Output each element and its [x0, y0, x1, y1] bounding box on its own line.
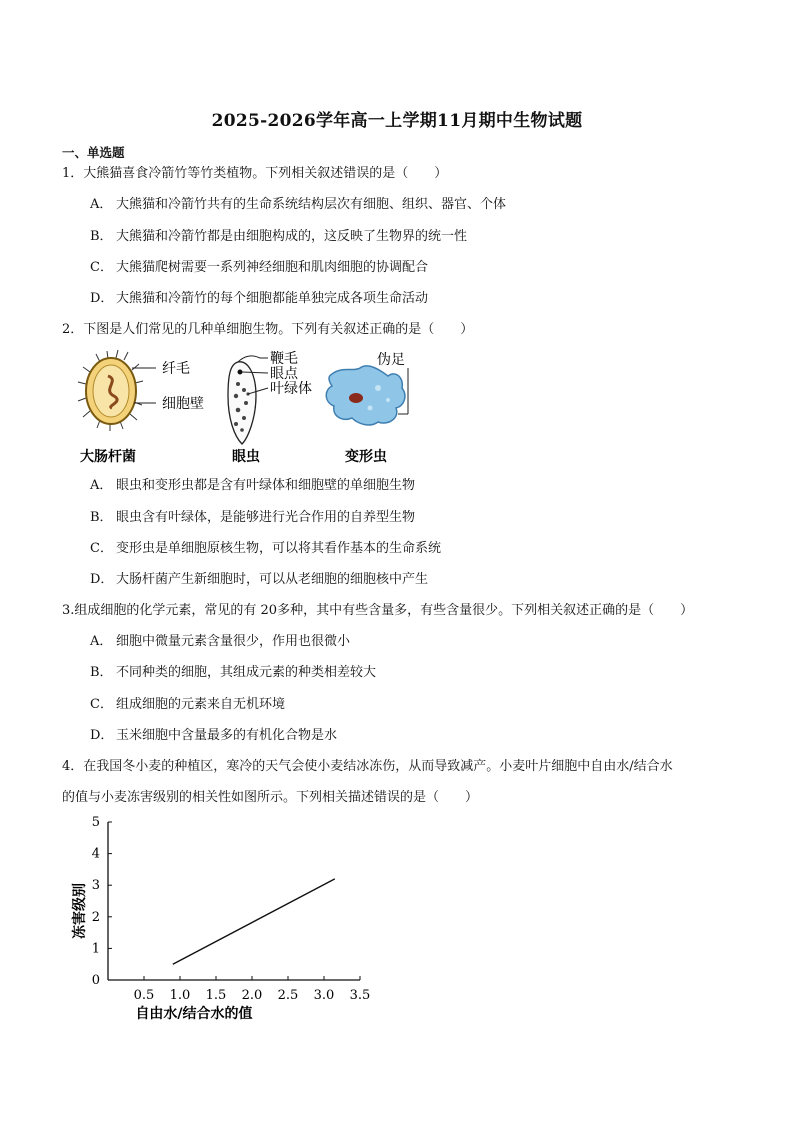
series-group	[173, 879, 335, 964]
question-1-option-a	[90, 196, 506, 214]
option-text: 大熊猫和冷箭竹共有的生命系统结构层次有细胞、组织、器官、个体	[116, 197, 507, 212]
question-2-option-c	[90, 540, 441, 558]
single-cell-organisms-figure	[70, 348, 430, 470]
question-2-stem	[62, 321, 473, 339]
y-ticks	[92, 815, 112, 988]
question-2-option-b	[90, 509, 415, 527]
euglena-illustration	[228, 356, 268, 444]
y-tick-label: 4	[91, 846, 100, 862]
question-number: 3.	[62, 603, 75, 618]
option-letter: B．	[90, 229, 113, 244]
question-text: 的值与小麦冻害级别的相关性如图所示。下列相关描述错误的是（ ）	[62, 790, 479, 805]
option-text: 组成细胞的元素来自无机环境	[116, 697, 286, 712]
ecoli-name: 大肠杆菌	[80, 449, 136, 465]
y-axis-label: 冻害级别	[72, 883, 88, 939]
page-title: 2025-2026学年高一上学期11月期中生物试题	[211, 111, 583, 131]
y-tick-label: 5	[91, 815, 100, 830]
question-3-option-b	[90, 664, 376, 682]
question-2-option-a	[90, 477, 415, 495]
euglena-chloroplast-label: 叶绿体	[270, 381, 312, 397]
option-text: 眼虫和变形虫都是含有叶绿体和细胞壁的单细胞生物	[116, 478, 416, 493]
y-tick-label: 3	[91, 878, 100, 894]
x-tick-label: 0.5	[133, 988, 155, 1003]
option-text: 大肠杆菌产生新细胞时，可以从老细胞的细胞核中产生	[116, 572, 429, 587]
option-letter: B．	[90, 510, 113, 525]
euglena-flagellum-label: 鞭毛	[270, 351, 298, 367]
section-heading: 一、单选题	[62, 145, 125, 160]
question-text: 在我国冬小麦的种植区，寒冷的天气会使小麦结冰冻伤，从而导致减产。小麦叶片细胞中自由水/结合水	[83, 759, 673, 774]
amoeba-pseudopod-label: 伪足	[377, 352, 405, 368]
question-4-stem-line-2	[62, 789, 478, 807]
option-letter: A．	[90, 634, 113, 649]
ecoli-illustration	[78, 350, 156, 431]
option-letter: C．	[90, 541, 113, 556]
option-letter: D．	[90, 572, 114, 587]
option-text: 变形虫是单细胞原核生物，可以将其看作基本的生命系统	[116, 541, 442, 556]
option-text: 细胞中微量元素含量很少，作用也很微小	[116, 634, 351, 649]
euglena-name: 眼虫	[232, 449, 260, 465]
ecoli-wall-label: 细胞壁	[162, 396, 204, 412]
question-1-option-c	[90, 259, 428, 277]
question-text: 大熊猫喜食冷箭竹等竹类植物。下列相关叙述错误的是（ ）	[83, 166, 448, 181]
y-tick-label: 1	[91, 941, 100, 957]
question-3-option-c	[90, 696, 285, 714]
euglena-eyespot-label: 眼点	[270, 366, 298, 382]
question-1-option-b	[90, 228, 467, 246]
series-line	[173, 879, 335, 964]
option-letter: C．	[90, 697, 113, 712]
question-number: 1．	[62, 166, 84, 181]
option-letter: D．	[90, 291, 114, 306]
option-letter: D．	[90, 728, 114, 743]
question-text: 组成细胞的化学元素，常见的有 20多种，其中有些含量多，有些含量很少。下列相关叙述正确的是（ ）	[74, 603, 694, 618]
option-text: 大熊猫和冷箭竹的每个细胞都能单独完成各项生命活动	[116, 291, 429, 306]
y-tick-label: 2	[91, 909, 100, 925]
question-text: 下图是人们常见的几种单细胞生物。下列有关叙述正确的是（ ）	[83, 322, 474, 337]
x-tick-label: 2.5	[277, 988, 299, 1003]
option-letter: A．	[90, 197, 113, 212]
amoeba-illustration	[326, 366, 408, 425]
option-letter: A．	[90, 478, 113, 493]
x-tick-label: 2.0	[241, 988, 263, 1003]
ecoli-cilia-label: 纤毛	[162, 361, 190, 377]
option-letter: B．	[90, 665, 113, 680]
x-tick-label: 3.5	[349, 988, 371, 1003]
x-tick-label: 1.5	[205, 988, 227, 1003]
option-text: 眼虫含有叶绿体，是能够进行光合作用的自养型生物	[116, 510, 416, 525]
question-1-option-d	[90, 290, 428, 308]
question-2-option-d	[90, 571, 428, 589]
option-letter: C．	[90, 260, 113, 275]
question-number: 4．	[62, 759, 84, 774]
x-axis-label: 自由水/结合水的值	[135, 1006, 253, 1022]
option-text: 不同种类的细胞，其组成元素的种类相差较大	[116, 665, 377, 680]
option-text: 大熊猫和冷箭竹都是由细胞构成的，这反映了生物界的统一性	[116, 229, 468, 244]
amoeba-name: 变形虫	[345, 449, 387, 465]
option-text: 大熊猫爬树需要一系列神经细胞和肌肉细胞的协调配合	[116, 260, 429, 275]
question-3-option-d	[90, 727, 337, 745]
x-tick-label: 3.0	[313, 988, 335, 1003]
frost-damage-chart	[70, 812, 380, 1024]
question-3-stem	[62, 602, 693, 620]
question-number: 2．	[62, 322, 84, 337]
option-text: 玉米细胞中含量最多的有机化合物是水	[116, 728, 338, 743]
y-tick-label: 0	[91, 973, 100, 988]
question-3-option-a	[90, 633, 350, 651]
question-4-stem-line-1	[62, 758, 673, 776]
x-tick-label: 1.0	[169, 988, 191, 1003]
question-1-stem	[62, 165, 447, 183]
